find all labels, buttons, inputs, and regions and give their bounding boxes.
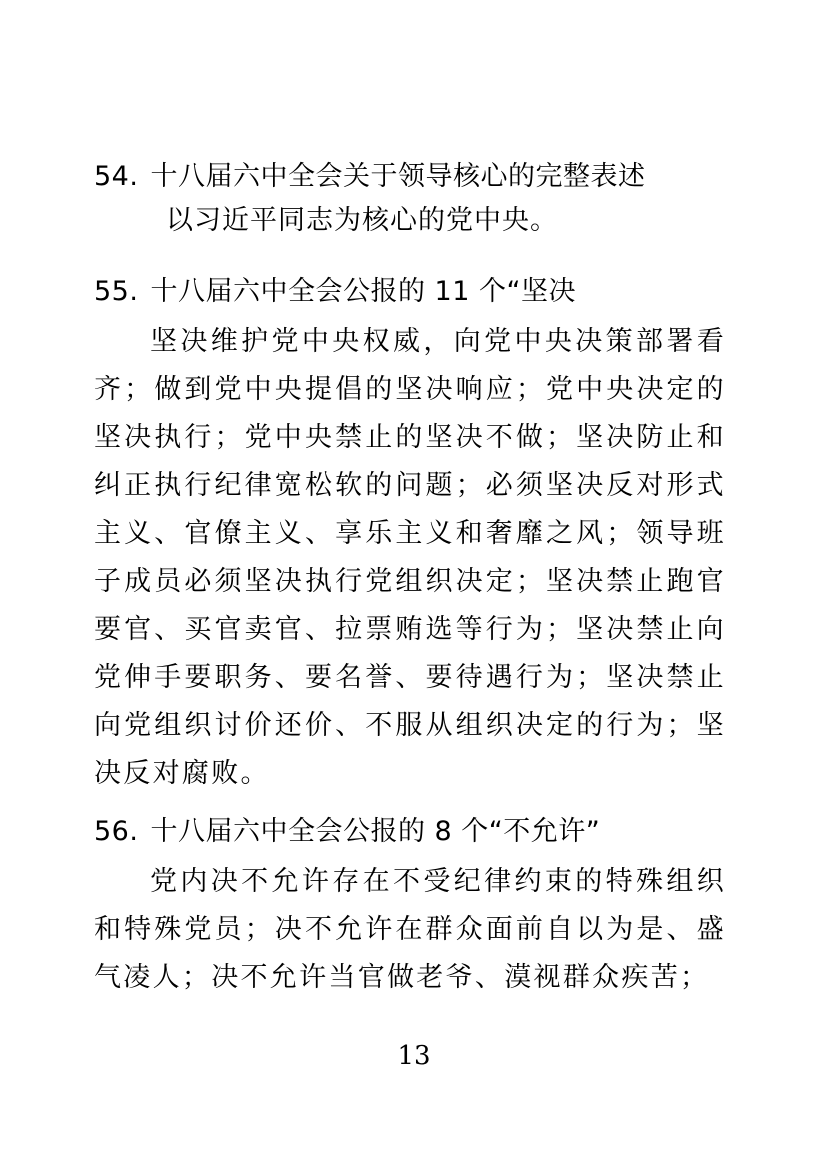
section-54-number: 54. [94, 161, 139, 192]
page-number: 13 [397, 1041, 431, 1071]
section-56-number: 56. [94, 816, 139, 847]
section-55-number: 55. [94, 276, 139, 307]
section-54-title: 十八届六中全会关于领导核心的完整表述 [150, 161, 646, 192]
section-56-body: 党内决不允许存在不受纪律约束的特殊组织和特殊党员；决不允许在群众面前自以为是、盛气凌人；决不允许当官做老爷、漠视群众疾苦； [94, 866, 726, 993]
section-54-answer: 以习近平同志为核心的党中央。 [166, 205, 558, 236]
section-55-heading [94, 277, 576, 307]
section-56-heading [94, 817, 600, 847]
section-54-heading [94, 162, 645, 192]
section-55-body: 坚决维护党中央权威，向党中央决策部署看齐；做到党中央提倡的坚决响应；党中央决定的坚决执行；党中央禁止的坚决不做；坚决防止和纠正执行纪律宽松软的问题；必须坚决反对形式主义、官僚主义、享乐主义和奢靡之风；领导班子成员必须坚决执行党组织决定；坚决禁止跑官要官、买官卖官、拉票贿选等行为；坚决禁止向党伸手要职务、要名誉、要待遇行为；坚决禁止向党组织讨价还价、不服从组织决定的行为；坚决反对腐败。 [94, 326, 726, 789]
section-56-title: 十八届六中全会公报的 8 个“不允许” [150, 816, 601, 847]
section-55-title: 十八届六中全会公报的 11 个“坚决 [150, 276, 576, 307]
